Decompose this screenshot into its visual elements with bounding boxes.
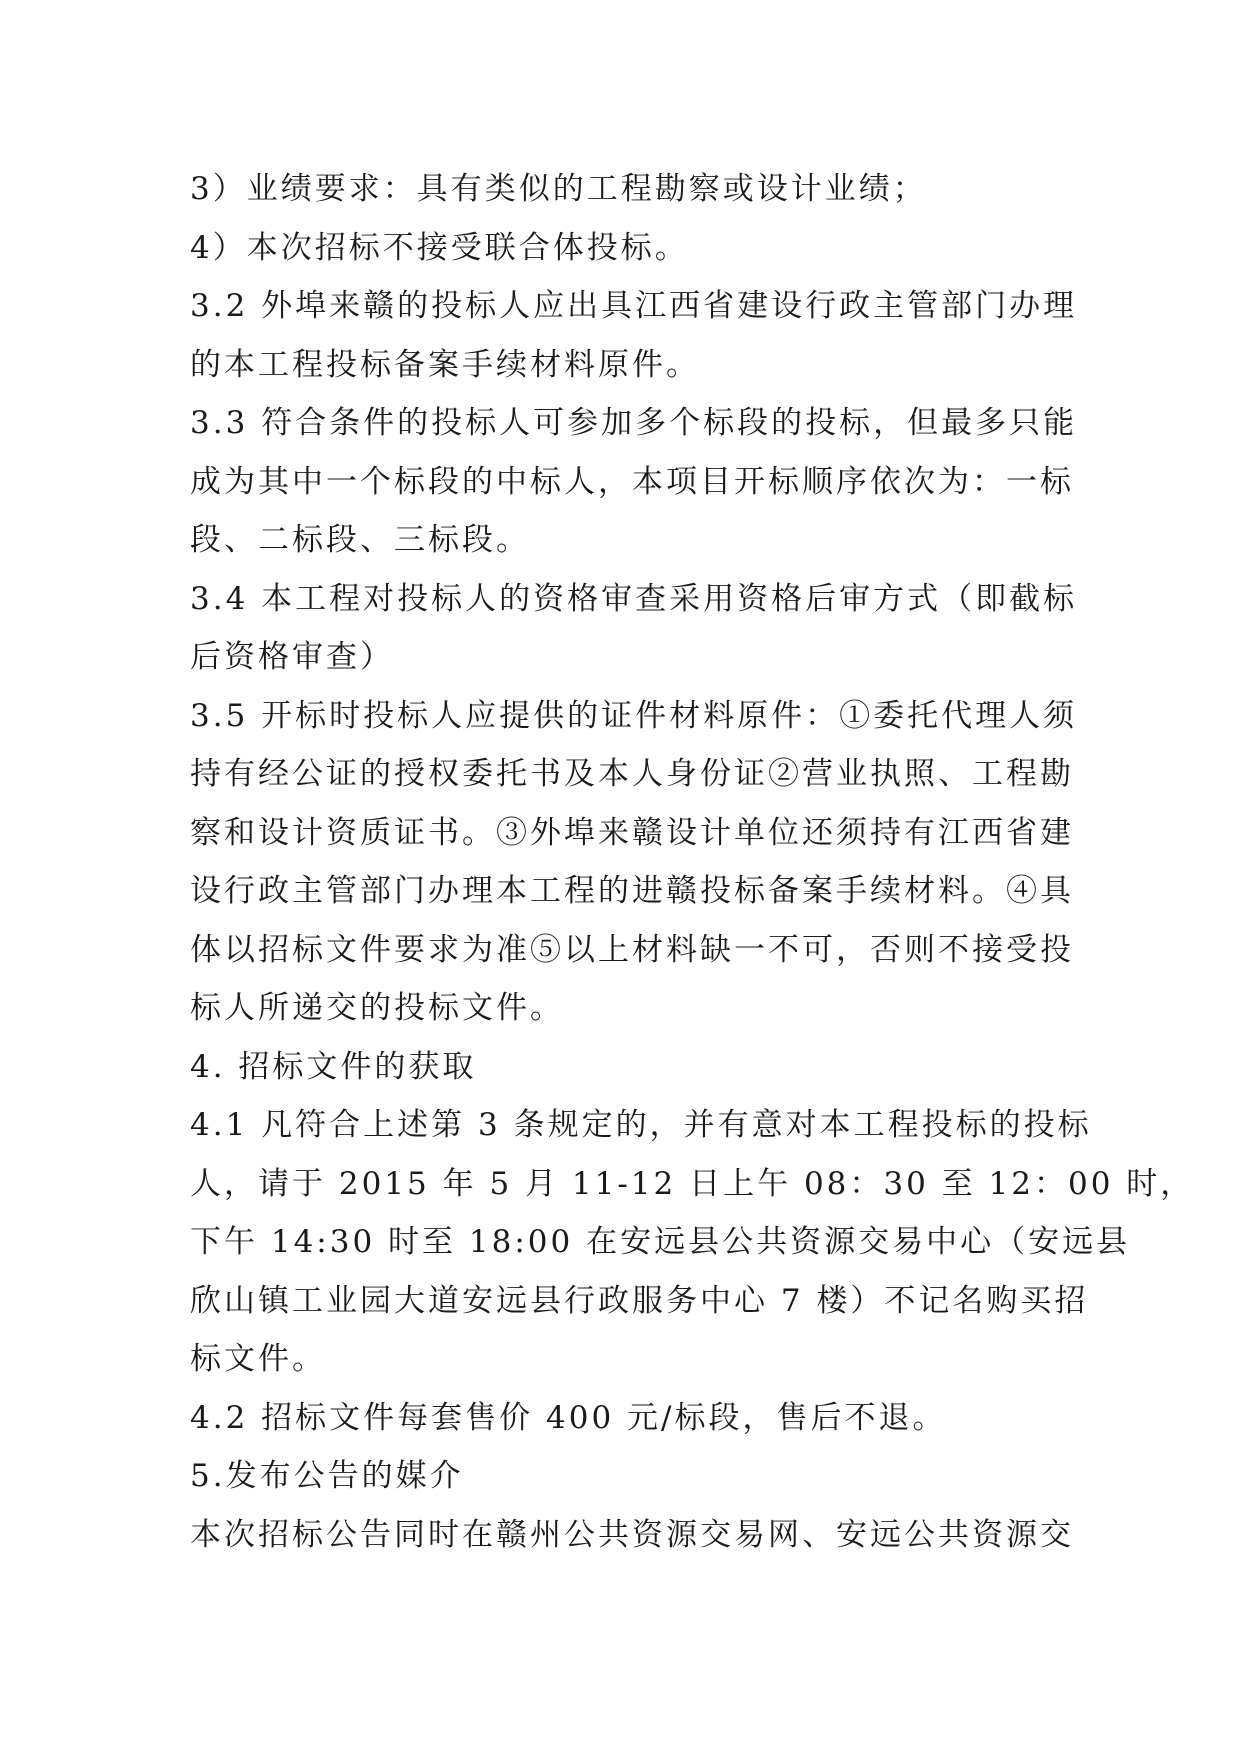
paragraph-line: 下午 14:30 时至 18:00 在安远县公共资源交易中心（安远县 (190, 1224, 1131, 1260)
paragraph-line: 3.3 符合条件的投标人可参加多个标段的投标，但最多只能 (190, 405, 1078, 441)
paragraph-line: 标人所递交的投标文件。 (190, 990, 564, 1026)
paragraph-line: 3）业绩要求：具有类似的工程勘察或设计业绩； (190, 171, 927, 207)
paragraph-line: 体以招标文件要求为准⑤以上材料缺一不可，否则不接受投 (190, 931, 1074, 968)
paragraph-line: 3.5 开标时投标人应提供的证件材料原件：①委托代理人须 (190, 697, 1078, 734)
paragraph-line: 欣山镇工业园大道安远县行政服务中心 7 楼）不记名购买招 (190, 1282, 1089, 1319)
paragraph-line: 4.2 招标文件每套售价 400 元/标段，售后不退。 (190, 1399, 947, 1436)
paragraph-line: 5.发布公告的媒介 (190, 1458, 464, 1494)
paragraph-line: 3.2 外埠来赣的投标人应出具江西省建设行政主管部门办理 (190, 288, 1078, 324)
document-body (190, 160, 1195, 1564)
paragraph-line: 持有经公证的授权委托书及本人身份证②营业执照、工程勘 (190, 756, 1074, 792)
paragraph-line: 设行政主管部门办理本工程的进赣投标备案手续材料。④具 (190, 873, 1074, 909)
paragraph-line: 的本工程投标备案手续材料原件。 (190, 346, 700, 383)
paragraph-line: 4）本次招标不接受联合体投标。 (190, 229, 689, 266)
paragraph-line: 标文件。 (190, 1341, 326, 1377)
paragraph-line: 4.1 凡符合上述第 3 条规定的，并有意对本工程投标的投标 (190, 1107, 1092, 1143)
paragraph-line: 4. 招标文件的获取 (190, 1048, 477, 1085)
paragraph-line: 本次招标公告同时在赣州公共资源交易网、安远公共资源交 (190, 1516, 1074, 1553)
paragraph-line: 人，请于 2015 年 5 月 11-12 日上午 08：30 至 12：00 时， (190, 1165, 1195, 1202)
paragraph-line: 段、二标段、三标段。 (190, 522, 530, 558)
paragraph-line: 察和设计资质证书。③外埠来赣设计单位还须持有江西省建 (190, 814, 1074, 851)
paragraph-line: 3.4 本工程对投标人的资格审查采用资格后审方式（即截标 (190, 580, 1078, 617)
paragraph-line: 后资格审查） (190, 639, 394, 675)
paragraph-line: 成为其中一个标段的中标人，本项目开标顺序依次为：一标 (190, 463, 1074, 500)
